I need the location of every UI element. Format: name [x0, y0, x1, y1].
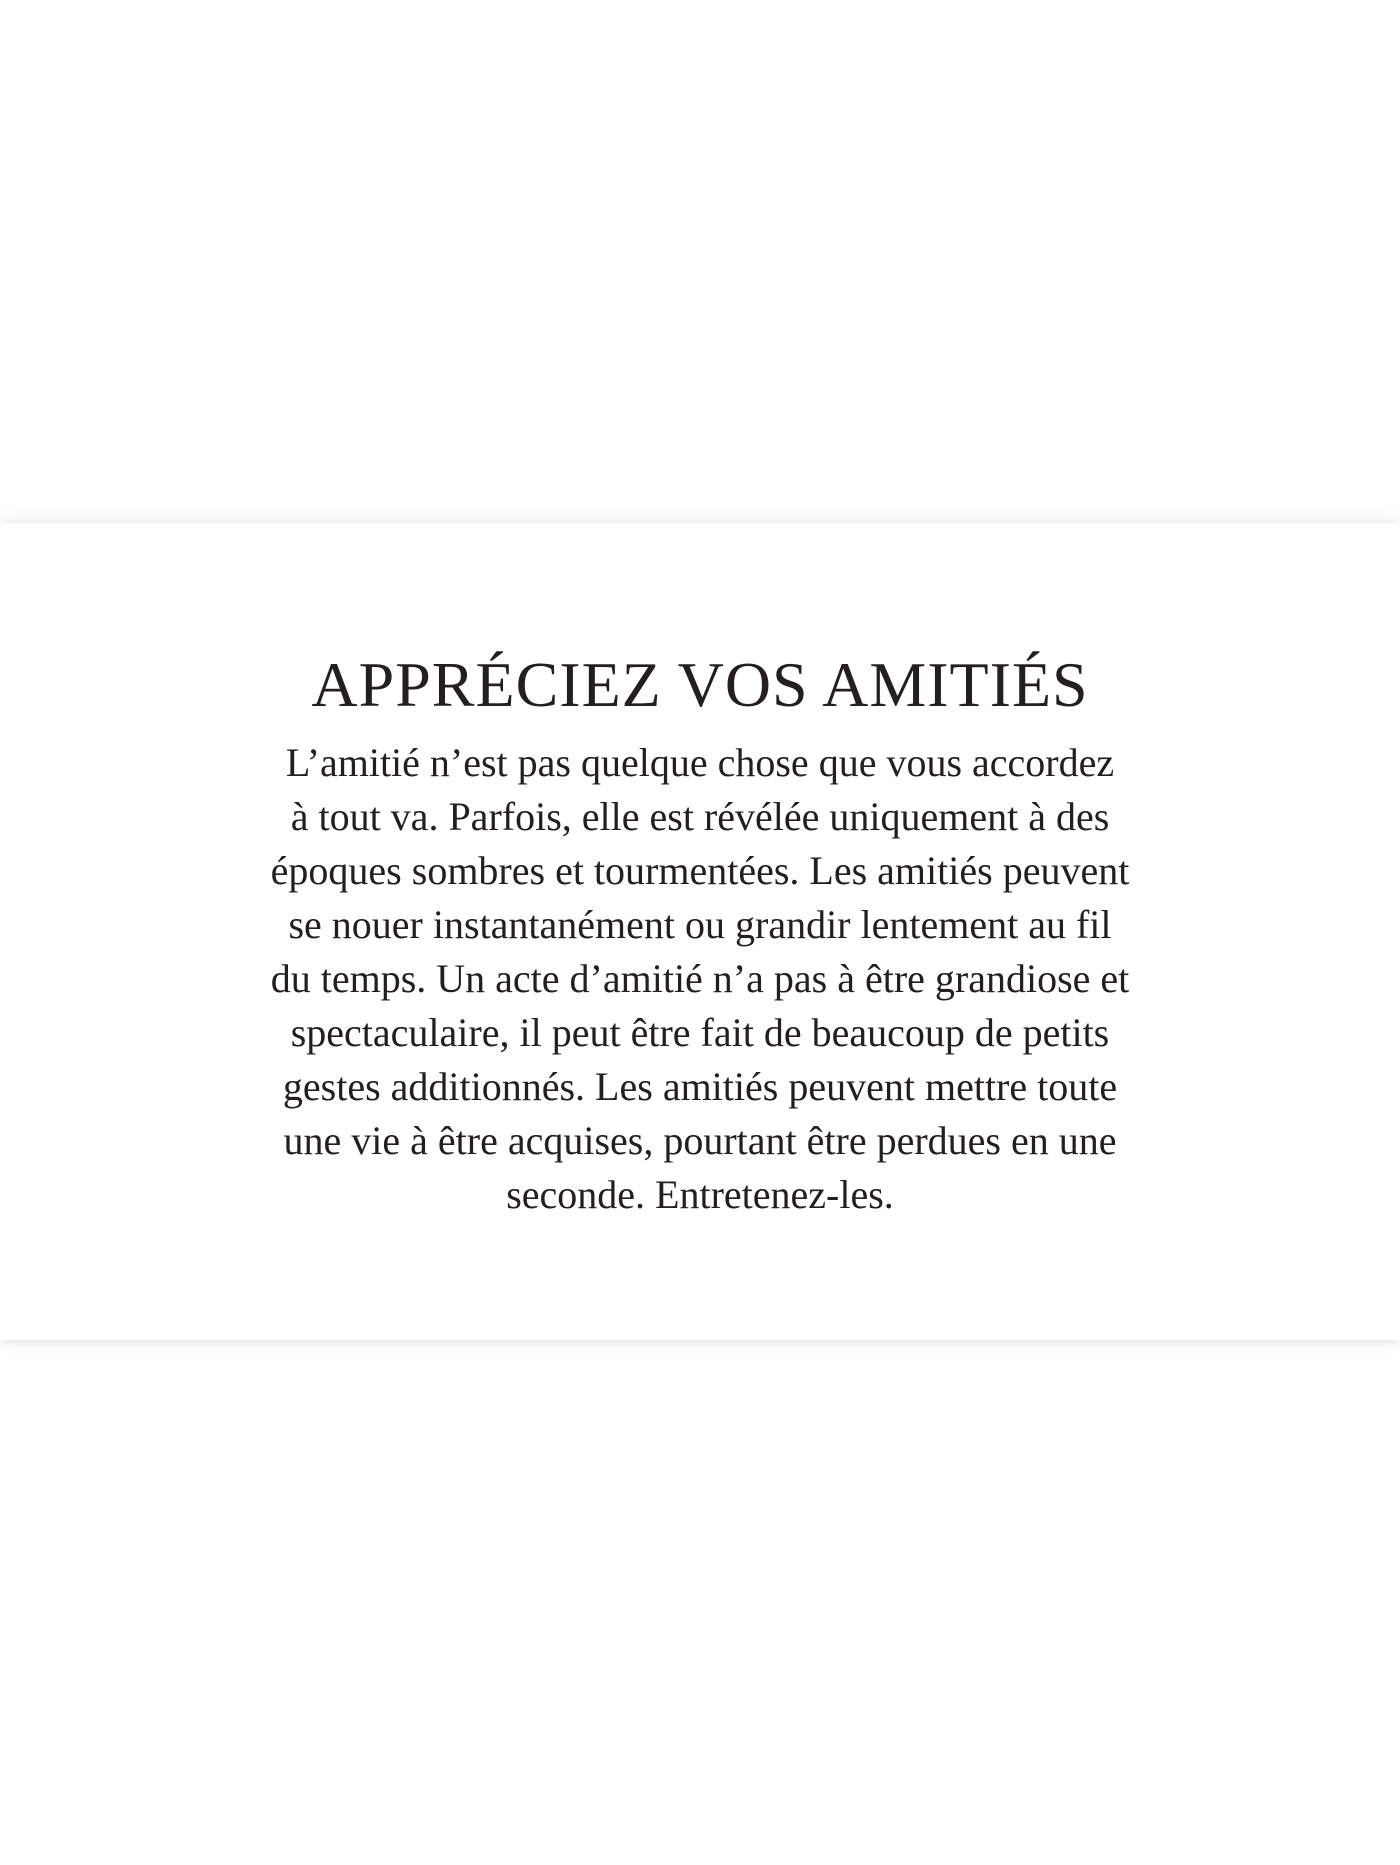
card-title: APPRÉCIEZ VOS AMITIÉS: [311, 649, 1089, 720]
body-line: gestes additionnés. Les amitiés peuvent mettre toute: [282, 1064, 1118, 1109]
body-line: du temps. Un acte d’amitié n’a pas à être grandiose et: [270, 956, 1130, 1001]
text-card: [0, 523, 1400, 1340]
card-body: [0, 736, 1400, 1222]
body-line: seconde. Entretenez-les.: [506, 1172, 894, 1217]
body-line: époques sombres et tourmentées. Les amitiés peuvent: [270, 848, 1130, 893]
body-line: se nouer instantanément ou grandir lentement au fil: [288, 902, 1112, 947]
body-line: à tout va. Parfois, elle est révélée uniquement à des: [290, 794, 1110, 839]
body-line: L’amitié n’est pas quelque chose que vous accordez: [285, 740, 1115, 785]
body-line: une vie à être acquises, pourtant être perdues en une: [283, 1118, 1117, 1163]
body-line: spectaculaire, il peut être fait de beaucoup de petits: [290, 1010, 1110, 1055]
